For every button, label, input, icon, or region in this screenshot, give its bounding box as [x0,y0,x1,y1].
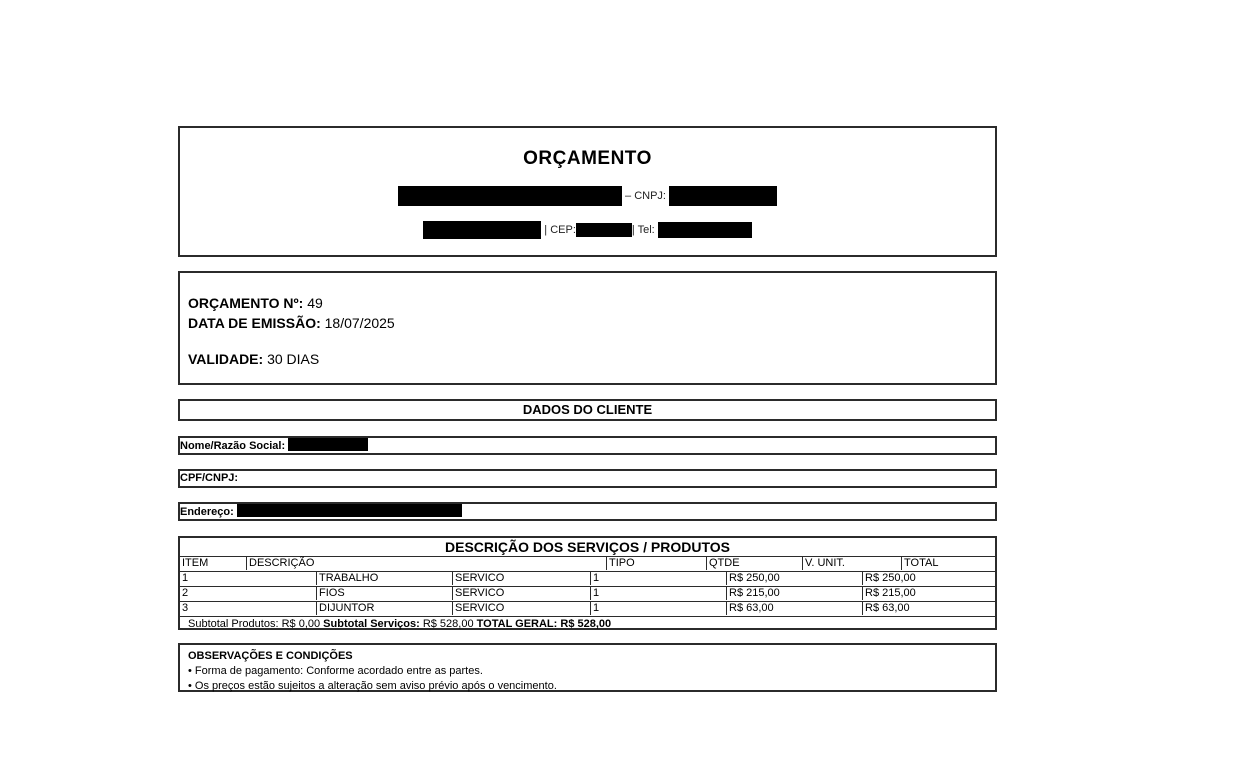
items-table [178,536,997,630]
header-description: DESCRIÇÃO [246,557,606,570]
issue-date-value: 18/07/2025 [324,315,395,331]
cell-total: R$ 250,00 [862,572,997,585]
quote-number-label: ORÇAMENTO Nº: [188,295,304,311]
redacted-address [423,221,541,239]
cell-description: FIOS [316,587,452,600]
table-header-row [180,557,995,572]
subtotal-products-label: Subtotal Produtos: [188,618,279,630]
client-section-title: DADOS DO CLIENTE [178,399,997,421]
client-name-label: Nome/Razão Social: [180,440,286,452]
grand-total-value: R$ 528,00 [560,618,612,630]
client-doc-row [178,469,997,488]
client-name-row [178,436,997,455]
quote-info [178,271,997,385]
cell-total: R$ 63,00 [862,602,997,615]
cell-item: 1 [182,572,189,584]
cell-total: R$ 215,00 [862,587,997,600]
header-total: TOTAL [901,557,997,570]
issue-date-row [188,313,995,333]
cell-unit: R$ 63,00 [726,602,862,615]
note-line: • Os preços estão sujeitos a alteração sem aviso prévio após o vencimento. [188,680,557,692]
quote-number-value: 49 [307,295,323,311]
totals-row [180,617,995,633]
validity-row [188,349,995,369]
issue-date-label: DATA DE EMISSÃO: [188,315,321,331]
address-line [180,221,995,239]
items-section-title: DESCRIÇÃO DOS SERVIÇOS / PRODUTOS [180,538,995,557]
redacted-phone [658,222,752,238]
cell-type: SERVICO [452,572,590,585]
cell-item: 2 [182,587,189,599]
quote-number-row [188,293,995,313]
client-address-row [178,502,997,521]
header-type: TIPO [606,557,706,570]
cell-type: SERVICO [452,587,590,600]
grand-total-label: TOTAL GERAL: [476,618,558,630]
redacted-company-name [398,186,622,206]
company-line [180,186,995,206]
cell-qty: 1 [590,587,726,600]
subtotal-products-value: R$ 0,00 [281,618,321,630]
cell-qty: 1 [590,602,726,615]
cell-unit: R$ 215,00 [726,587,862,600]
subtotal-services-label: Subtotal Serviços: [323,618,420,630]
subtotal-services-value: R$ 528,00 [422,618,474,630]
table-row [180,587,995,602]
cell-item: 3 [182,602,189,614]
redacted-client-name [288,438,368,451]
cell-description: DIJUNTOR [316,602,452,615]
validity-label: VALIDADE: [188,351,264,367]
cell-unit: R$ 250,00 [726,572,862,585]
header-item: ITEM [182,557,209,569]
validity-value: 30 DIAS [267,351,320,367]
note-line: • Forma de pagamento: Conforme acordado entre as partes. [188,665,483,677]
client-doc-label: CPF/CNPJ: [180,472,239,484]
redacted-client-address [237,504,462,517]
client-address-label: Endereço: [180,506,234,518]
table-row [180,572,995,587]
redacted-cep [576,223,632,237]
cell-description: TRABALHO [316,572,452,585]
notes-title: OBSERVAÇÕES E CONDIÇÕES [188,650,353,662]
redacted-cnpj [669,186,777,206]
header-qty: QTDE [706,557,802,570]
spacer [188,333,995,349]
cnpj-label: – CNPJ: [625,189,666,202]
cell-type: SERVICO [452,602,590,615]
notes-section [178,643,997,692]
cell-qty: 1 [590,572,726,585]
cep-label: | CEP: [544,223,576,236]
table-row [180,602,995,617]
header-unit: V. UNIT. [802,557,901,570]
document-title: ORÇAMENTO [523,148,652,169]
tel-label: | Tel: [631,223,655,236]
document-header [178,126,997,257]
